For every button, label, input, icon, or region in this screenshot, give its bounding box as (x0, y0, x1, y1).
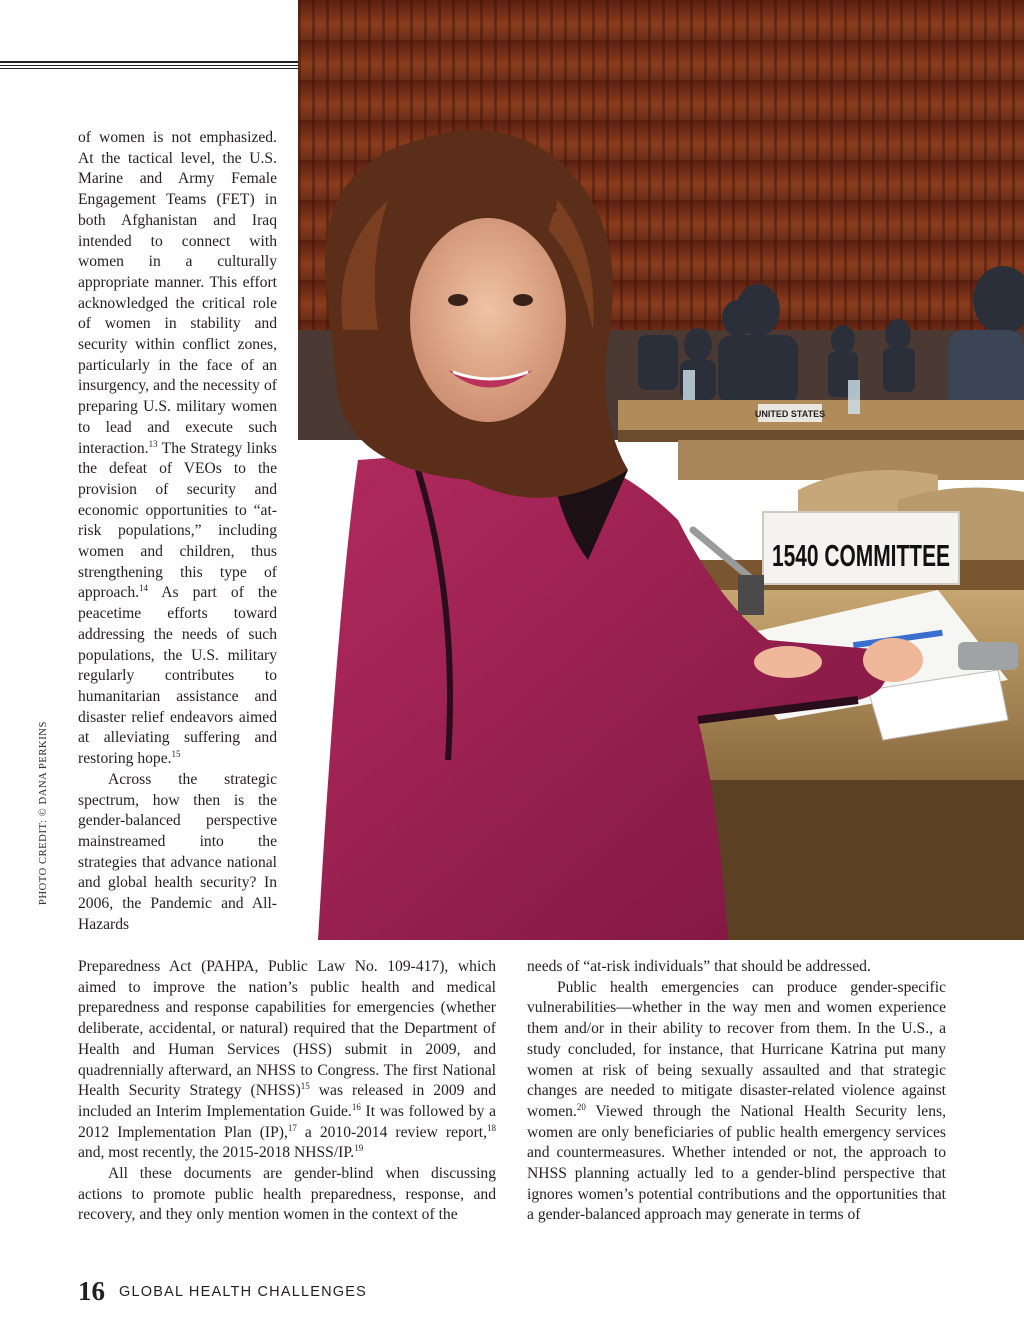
narrow-paragraph-1: of women is not emphasized. At the tactical level, the U.S. Marine and Army Female Engagement Teams (FET) in both Afghanistan and Iraq intended to connect with women in a culturally appropriate manner. This effort acknowledged the critical role of women in stability and security within conflict zones, particularly in the face of an insurgency, and the necessity of preparing U.S. military women to lead and execute such interaction.$^{13}$ The Strategy links the defeat of VEOs to the provision of security and economic opportunities to “at-risk populations,” including women and children, thus strengthening this type of approach.$^{14}$ As part of the peacetime efforts toward addressing the needs of such populations, the U.S. military regularly contributes to humanitarian assistance and disaster relief endeavors aimed at alleviating suffering and restoring hope.$^{15}$ (78, 129, 277, 768)
left-paragraph-1: Preparedness Act (PAHPA, Public Law No. 109-417), which aimed to improve the nation’s public health and medical preparedness and response capabilities for emergencies (whether deliberate, accidental, or natural) required that the Department of Health and Human Services (HSS) submit in 2009, and quadrennially afterward, an NHSS to Congress. The first National Health Security Strategy (NHSS)$^{15}$ was released in 2009 and included an Interim Implementation Guide.$^{16}$ It was followed by a 2012 Implementation Plan (IP),$^{17}$ a 2010-2014 review report,$^{18}$ and, most recently, the 2015-2018 NHSS/IP.$^{19}$ (78, 958, 496, 1162)
photo-illustration (298, 0, 1024, 940)
narrow-paragraph-2: Across the strategic spectrum, how then is the gender-balanced perspective mainstreamed into the strategies that advance national and global health security? In 2006, the Pandemic and All-Hazards (78, 770, 277, 933)
photo-credit: PHOTO CREDIT: © DANA PERKINS (38, 721, 49, 905)
committee-placard-text: 1540 COMMITTEE (772, 538, 950, 573)
page-number: 16 (78, 1276, 105, 1306)
page-footer (78, 1276, 367, 1306)
publication-name: GLOBAL HEALTH CHALLENGES (119, 1284, 367, 1300)
narrow-column (78, 128, 277, 935)
country-placard-text: UNITED STATES (754, 409, 826, 419)
right-paragraph-1: needs of “at-risk individuals” that should be addressed. (527, 958, 871, 975)
header-rule-mid (0, 65, 298, 66)
right-paragraph-2: Public health emergencies can produce gender-specific vulnerabilities—whether in the way men and women experience them and/or in their ability to recover from them. In the U.S., a study concluded, for instance, that Hurricane Katrina put many women at risk of being sexually assaulted and that strategic changes are needed to mitigate disaster-related violence against women.$^{20}$ Viewed through the National Health Security lens, women are only beneficiaries of public health emergency services and countermeasures. Whether intended or not, the approach to NHSS planning actually led to a gender-blind perspective that ignores women’s potential contributions and the opportunities that a gender-balanced approach may generate in terms of (527, 978, 946, 1224)
right-column (527, 957, 946, 1226)
left-paragraph-2: All these documents are gender-blind when discussing actions to promote public health preparedness, response, and recovery, and they only mention women in the context of the (78, 1165, 496, 1224)
header-rule-thin (0, 68, 298, 69)
header-rule-thick (0, 61, 298, 63)
left-column (78, 957, 496, 1226)
committee-photo (298, 0, 1024, 940)
